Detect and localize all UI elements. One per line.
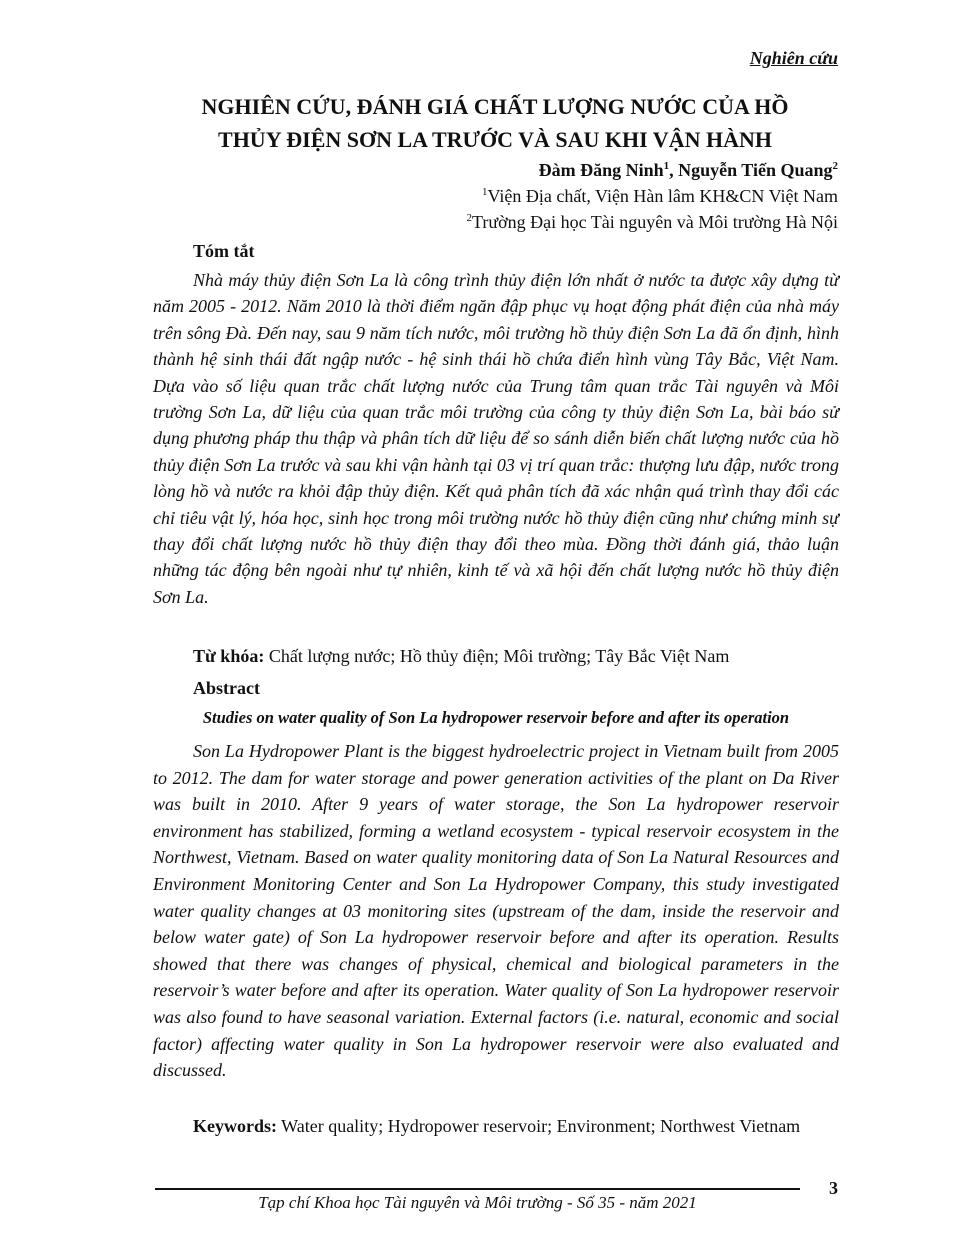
title-line-2: THỦY ĐIỆN SƠN LA TRƯỚC VÀ SAU KHI VẬN HÀNH <box>218 127 772 152</box>
keywords-vi <box>193 646 729 667</box>
author-list <box>539 160 838 181</box>
keywords-en-label: Keywords: <box>193 1116 277 1136</box>
affiliation-1 <box>482 186 838 207</box>
keywords-vi-list: Chất lượng nước; Hồ thủy điện; Môi trường; Tây Bắc Việt Nam <box>264 646 730 666</box>
author-1: Đàm Đăng Ninh <box>538 160 664 180</box>
abstract-vi-text: Nhà máy thủy điện Sơn La là công trình thủy điện lớn nhất ở nước ta được xây dựng từ năm 2005 - 2012. Năm 2010 là thời điểm ngăn đập phục vụ hoạt động phát điện của nhà máy trên sông Đà. Đến nay, sau 9 năm tích nước, môi trường hồ thủy điện Sơn La đã ổn định, hình thành hệ sinh thái đất ngập nước - hệ sinh thái hồ chứa điển hình vùng Tây Bắc, Việt Nam. Dựa vào số liệu quan trắc chất lượng nước của Trung tâm quan trắc Tài nguyên và Môi trường Sơn La, dữ liệu của quan trắc môi trường của công ty thủy điện Sơn La, bài báo sử dụng phương pháp thu thập và phân tích dữ liệu để so sánh diễn biến chất lượng nước của hồ thủy điện Sơn La trước và sau khi vận hành tại 03 vị trí quan trắc: thượng lưu đập, nước trong lòng hồ và nước ra khỏi đập thủy điện. Kết quả phân tích đã xác nhận quá trình thay đổi các chỉ tiêu vật lý, hóa học, sinh học trong môi trường nước hồ thủy điện cũng như chứng minh sự thay đổi chất lượng nước hồ thủy điện thay đổi theo mùa. Đồng thời đánh giá, thảo luận những tác động bên ngoài như tự nhiên, kinh tế và xã hội đến chất lượng nước hồ thủy điện Sơn La. <box>153 270 839 607</box>
affiliation-2-text: Trường Đại học Tài nguyên và Môi trường Hà Nội <box>471 212 838 232</box>
page-number: 3 <box>829 1178 838 1198</box>
affiliation-1-marker: 1 <box>481 186 488 198</box>
keywords-vi-label: Từ khóa: <box>193 646 265 666</box>
section-tag: Nghiên cứu <box>749 48 838 68</box>
affiliation-1-text: Viện Địa chất, Viện Hàn lâm KH&CN Việt Nam <box>487 186 838 206</box>
keywords-en-list: Water quality; Hydropower reservoir; Environment; Northwest Vietnam <box>277 1116 801 1136</box>
keywords-en <box>153 1114 839 1138</box>
affiliation-2-marker: 2 <box>466 212 472 224</box>
abstract-en-title: Studies on water quality of Son La hydropower reservoir before and after its operation <box>202 708 790 727</box>
abstract-en-text: Son La Hydropower Plant is the biggest hydroelectric project in Vietnam built from 2005 to 2012. The dam for water storage and power generation activities of the plant on Da River was built in 2010. After 9 years of water storage, the Son La hydropower reservoir environment has stabilized, forming a wetland ecosystem - typical reservoir ecosystem in the Northwest, Vietnam. Based on water quality monitoring data of Son La Natural Resources and Environment Monitoring Center and Son La Hydropower Company, this study investigated water quality changes at 03 monitoring sites (upstream of the dam, inside the reservoir and below water gate) of Son La hydropower reservoir before and after its operation. Results showed that there was changes of physical, chemical and biological parameters in the reservoir’s water before and after its operation. Water quality of Son La hydropower reservoir was also found to have seasonal variation. External factors (i.e. natural, economic and social factor) affecting water quality in Son La hydropower reservoir were also evaluated and discussed. <box>153 741 839 1081</box>
author-2-affiliation-marker: 2 <box>832 160 838 172</box>
author-separator: , <box>669 160 679 180</box>
abstract-en-heading: Abstract <box>193 678 260 698</box>
author-2: Nguyễn Tiến Quang <box>678 160 833 180</box>
footer-divider <box>155 1188 800 1190</box>
abstract-vi-heading: Tóm tắt <box>193 241 255 261</box>
affiliation-2 <box>466 212 838 233</box>
title-line-1: NGHIÊN CỨU, ĐÁNH GIÁ CHẤT LƯỢNG NƯỚC CỦA HỒ <box>201 94 789 119</box>
paper-title <box>150 90 840 156</box>
journal-footer: Tạp chí Khoa học Tài nguyên và Môi trường - Số 35 - năm 2021 <box>258 1193 697 1212</box>
author-1-affiliation-marker: 1 <box>663 160 670 172</box>
